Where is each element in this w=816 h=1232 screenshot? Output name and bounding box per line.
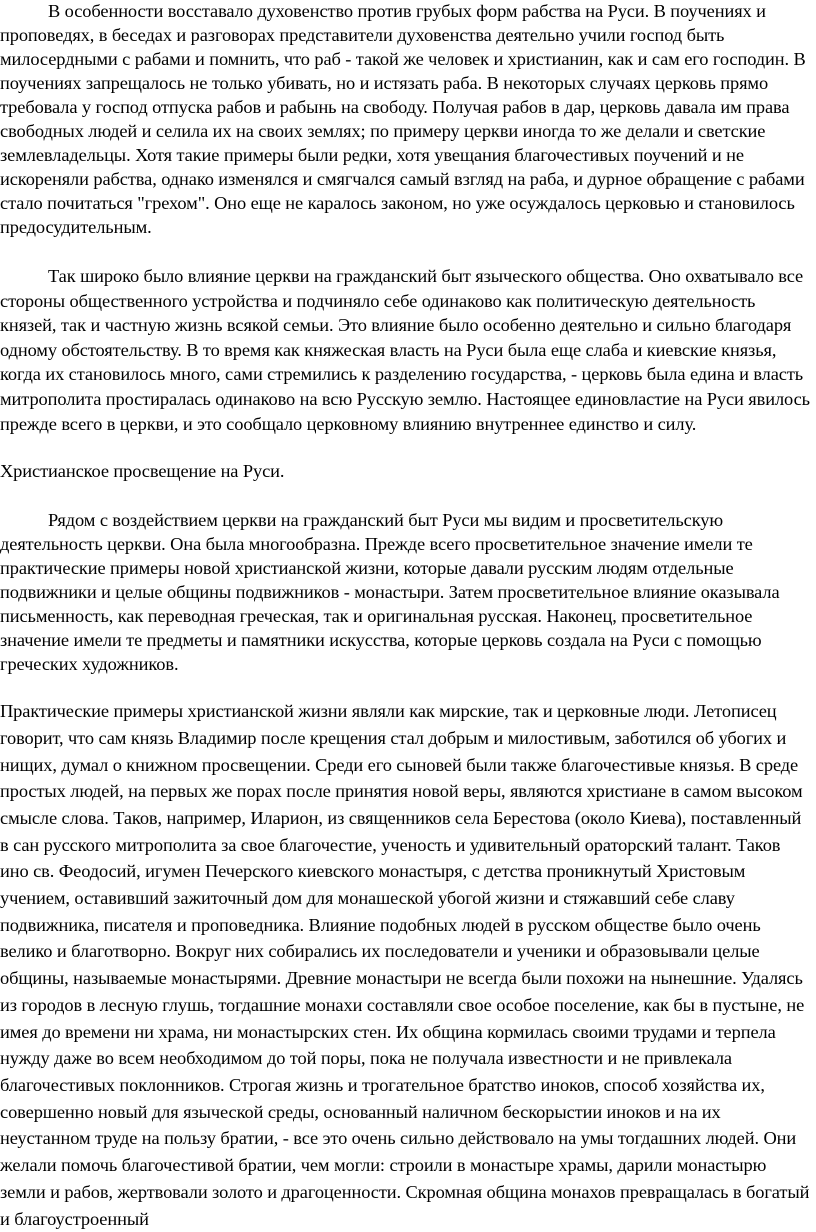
section-heading: Христианское просвещение на Руси. <box>0 461 285 482</box>
paragraph-practical-examples: Практические примеры христианской жизни являли как мирские, так и церковные люди. Летописец говорит, что сам князь Владимир после крещения стал добрым и милостивым, заботился об убогих и нищих, думал о книжном просвещении. Среди его сыновей были также благочестивые князья. В среде простых людей, на первых же порах после принятия новой веры, являются христиане в самом высоком смысле слова. Таков, например, Иларион, из священников села Берестова (около Киева), поставленный в сан русского митрополита за свое благочестие, ученость и удивительный ораторский талант. Таков ино св. Феодосий, игумен Печерского киевского монастыря, с детства проникнутый Христовым учением, оставивший зажиточный дом для монашеской убогой жизни и стяжавший себе славу подвижника, писателя и проповедника. Влияние подобных людей в русском обществе было очень велико и благотворно. Вокруг них собирались их последователи и ученики и образовывали целые общины, называемые монастырями. Древние монастыри не всегда были похожи на нынешние. Удалясь из городов в лесную глушь, тогдашние монахи составляли свое особое поселение, как бы в пустыне, не имея до времени ни храма, ни монастырских стен. Их община кормилась своими трудами и терпела нужду даже во всем необходимом до той поры, пока не получала известности и не привлекала благочестивых поклонников. Строгая жизнь и трогательное братство иноков, способ хозяйства их, совершенно новый для языческой среды, основанный наличном бескорыстии иноков и на их неустанном труде на пользу братии, - все это очень сильно действовало на умы тогдашних людей. Они желали помочь благочестивой братии, чем могли: строили в монастыре храмы, дарили монастырю земли и рабов, жертвовали золото и драгоценности. Скромная община монахов превращалась в богатый и благоустроенный <box>0 701 810 1229</box>
paragraph-slavery: В особенности восставало духовенство против грубых форм рабства на Руси. В поучениях и проповедях, в беседах и разговорах представители духовенства деятельно учили господ быть милосердными с рабами и помнить, что раб - такой же человек и христианин, как и сам его господин. В поучениях запрещалось не только убивать, но и истязать раба. В некоторых случаях церковь прямо требовала у господ отпуска рабов и рабынь на свободу. Получая рабов в дар, церковь давала им права свободных людей и селила их на своих землях; по примеру церкви иногда то же делали и светские землевладельцы. Хотя такие примеры были редки, хотя увещания благочестивых поучений и не искореняли рабства, однако изменялся и смягчался самый взгляд на раба, и дурное обращение с рабами стало почитаться "грехом". Оно еще не каралось законом, но уже осуждалось церковью и становилось предосудительным. <box>0 1 806 237</box>
paragraph-enlightenment: Рядом с воздействием церкви на гражданский быт Руси мы видим и просветительскую деятельность церкви. Она была многообразна. Прежде всего просветительное значение имели те практические примеры новой христианской жизни, которые давали русским людям отдельные подвижники и целые общины подвижников - монастыри. Затем просветительное влияние оказывала письменность, как переводная греческая, так и оригинальная русская. Наконец, просветительное значение имели те предметы и памятники искусства, которые церковь создала на Руси с помощью греческих художников. <box>0 510 780 675</box>
paragraph-church-influence: Так широко было влияние церкви на гражданский быт языческого общества. Оно охватывало все стороны общественного устройства и подчиняло себе одинаково как политическую деятельность князей, так и частную жизнь всякой семьи. Это влияние было особенно деятельно и сильно благодаря одному обстоятельству. В то время как княжеская власть на Руси была еще слаба и киевские князья, когда их становилось много, сами стремились к разделению государства, - церковь была едина и власть митрополита простиралась одинаково на всю Русскую землю. Настоящее единовластие на Руси явилось прежде всего в церкви, и это сообщало церковному влиянию внутреннее единство и силу. <box>0 266 810 434</box>
